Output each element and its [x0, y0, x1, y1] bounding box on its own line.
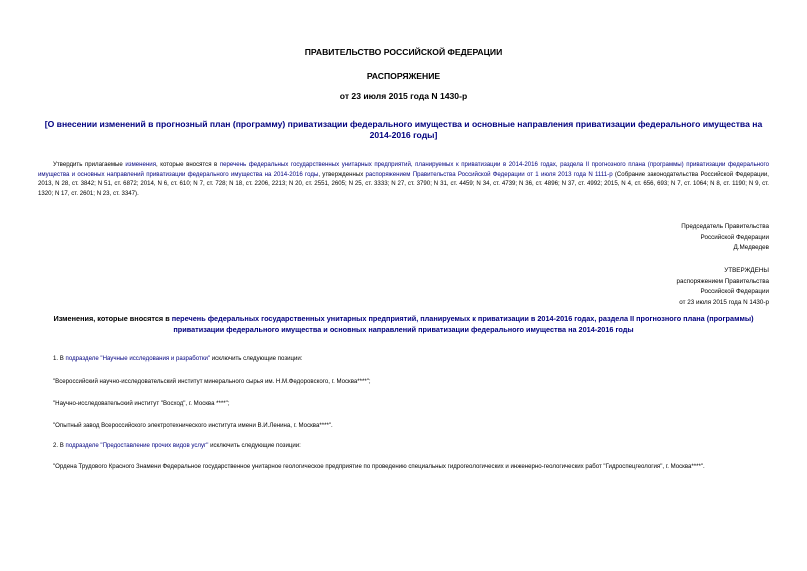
item-5-prefix: 2. В — [53, 442, 66, 449]
doc-type-heading: РАСПОРЯЖЕНИЕ — [366, 71, 441, 81]
list-item — [53, 354, 303, 363]
research-subsection-link[interactable]: подразделе "Научные исследования и разработки" — [65, 355, 211, 362]
signature-block — [681, 222, 769, 254]
attachment-heading — [38, 314, 769, 335]
attachment-prefix: Изменения, которые вносятся в — [53, 314, 172, 323]
item-5-suffix: исключить следующие позиции: — [208, 442, 301, 449]
document-title — [40, 119, 767, 141]
body-text-1: Утвердить прилагаемые — [53, 161, 126, 168]
signature-line-2: Российской Федерации — [700, 233, 769, 241]
list-item: "Ордена Трудового Красного Знамени Федеральное государственное унитарное геологическое предприятие по проведению специальных гидрогеологических и инженерно-геологических работ "Гидроспецгеология", г. Москва****". — [53, 463, 705, 470]
title-prefix: [О внесении изменений в — [44, 119, 156, 129]
services-subsection-link[interactable]: подразделе "Предоставление прочих видов услуг" — [65, 442, 209, 449]
list-item: "Опытный завод Всероссийского электротехнического института имени В.И.Ленина, г. Москва****". — [53, 422, 333, 429]
list-item: "Научно-исследовательский институт "Восход", г. Москва ****"; — [53, 400, 230, 407]
body-text-4: (Собрание законодательства Российской Федерации, 2013, N 28, ст. 3842; N 51, ст. 6872; 2014, N 6, ст. 610; N 7, ст. 728; N 18, ст. 2206, 2213; N 20, ст. 2551, 2605; N 25, ст. 3333; N 27, ст. 3790; N 31, ст. 4459; N 34, ст. 4739; N 36, ст. 4896; N 37, ст. 4992; 2015, N 4, ст. 656, 693; N 7, ст. 1064; N 8, ст. 1190; N 9, ст. 1320; N 17, ст. 2601; N 23, ст. 3347). — [38, 170, 769, 197]
approval-line-3: Российской Федерации — [700, 288, 769, 296]
body-paragraph — [38, 160, 769, 198]
item-1-prefix: 1. В — [53, 355, 66, 362]
list-item: "Всероссийский научно-исследовательский институт минерального сырья им. Н.М.Федоровского, г. Москва****"; — [53, 378, 371, 385]
enterprise-list-link[interactable]: перечень федеральных государственных унитарных предприятий, планируемых к приватизации в 2014-2016 годах, раздела II прогнозного плана (программы) приватизации федерального имущества и основных направлений приватизации федерального имущества на 2014-2016 годы — [38, 161, 769, 178]
government-heading: ПРАВИТЕЛЬСТВО РОССИЙСКОЙ ФЕДЕРАЦИИ — [304, 47, 503, 57]
approval-line-2: распоряжением Правительства — [676, 277, 769, 285]
doc-date-heading: от 23 июля 2015 года N 1430-р — [339, 91, 468, 101]
body-text-3: , утвержденных — [318, 170, 366, 178]
title-link[interactable]: прогнозный план (программу) приватизации федерального имущества и основные направления приватизации федерального имущества на 2014-2016 годы — [155, 119, 763, 140]
attachment-link[interactable]: перечень федеральных государственных унитарных предприятий, планируемых к приватизации в 2014-2016 годах, раздела II прогнозного плана (программы) приватизации федерального имущества и основных направлений приватизации федерального имущества на 2014-2016 годы — [171, 314, 754, 334]
order-link[interactable]: распоряжением Правительства Российской Федерации от 1 июля 2013 года N 1111-р — [365, 170, 613, 178]
signature-line-1: Председатель Правительства — [681, 223, 769, 230]
approval-block — [677, 266, 769, 308]
approval-line-1: УТВЕРЖДЕНЫ — [724, 267, 769, 274]
list-item — [53, 441, 301, 450]
title-suffix: ] — [434, 130, 438, 140]
signature-line-3: Д.Медведев — [733, 244, 769, 252]
approval-line-4: от 23 июля 2015 года N 1430-р — [679, 298, 769, 306]
changes-link[interactable]: изменения — [125, 161, 156, 168]
item-1-suffix: исключить следующие позиции: — [210, 355, 303, 362]
body-text-2: , которые вносятся в — [156, 161, 220, 168]
